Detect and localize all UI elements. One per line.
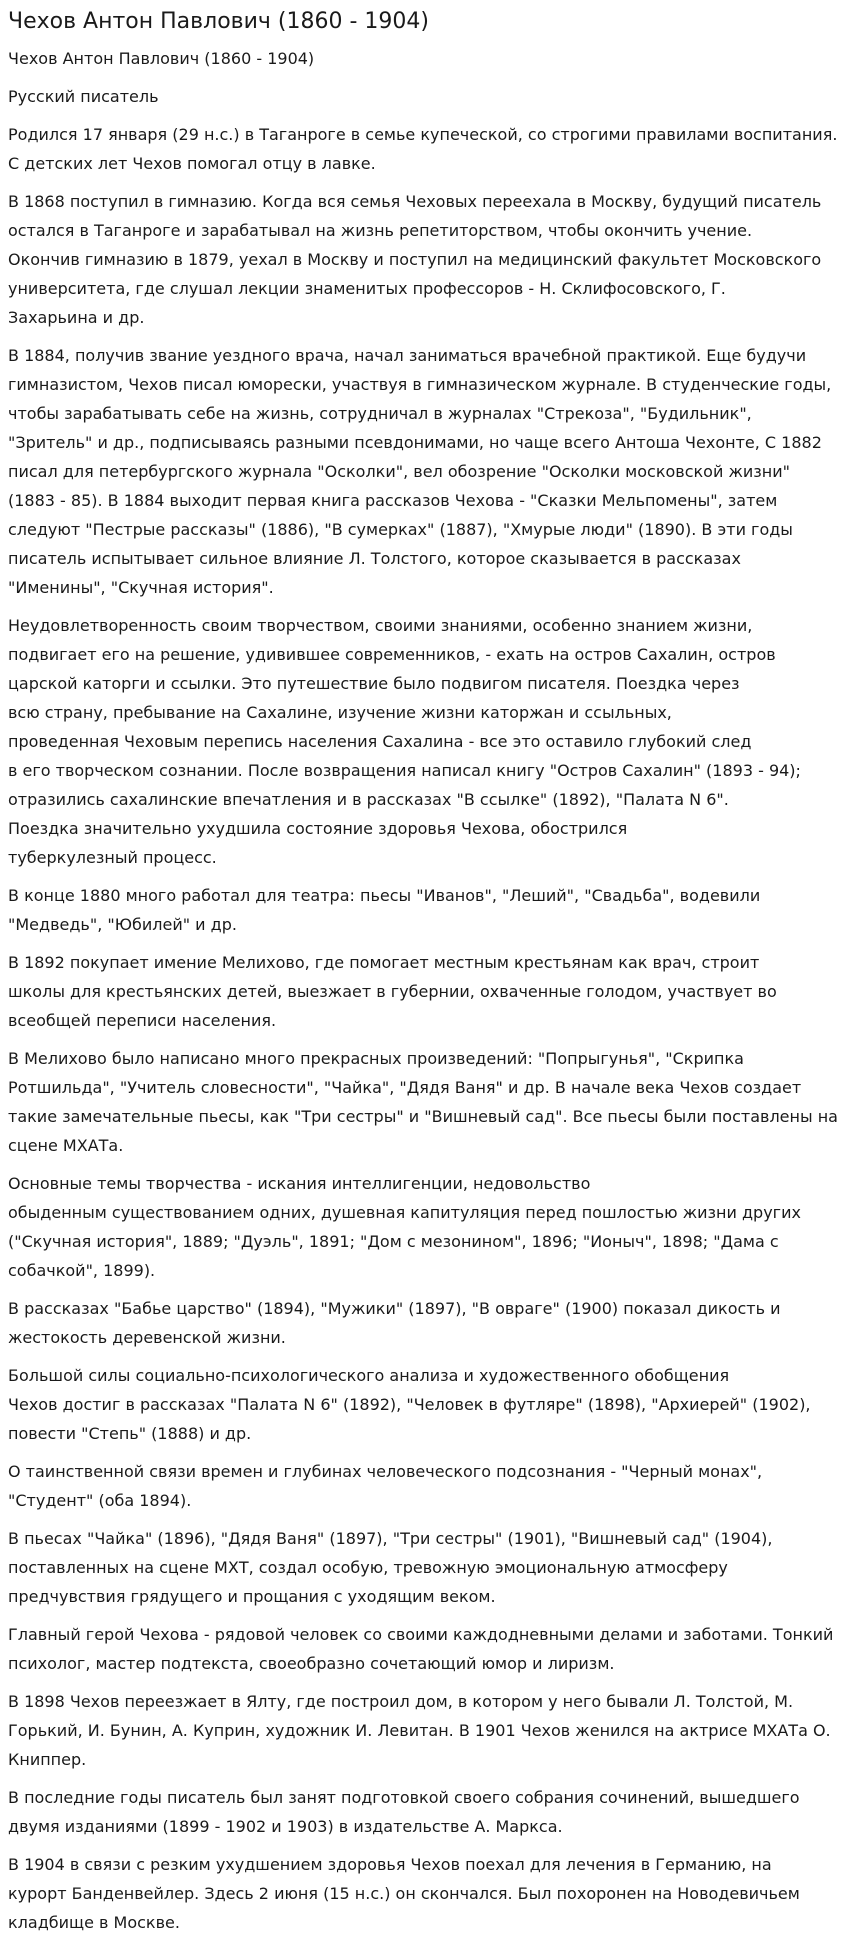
paragraph-melikhovo-works: В Мелихово было написано много прекрасных произведений: "Попрыгунья", "Скрипка Ротшильда", "Учитель словесности", "Чайка", "Дядя Ваня" и др. В начале века Чехов создает такие замечательные пьесы, как "Три сестры" и "Вишневый сад". Все пьесы были поставлены на сцене МХАТа.: [8, 1049, 838, 1155]
paragraph-theatre: В конце 1880 много работал для театра: пьесы "Иванов", "Леший", "Свадьба", водевили "Медведь", "Юбилей" и др.: [8, 886, 761, 934]
paragraph-village-life: В рассказах "Бабье царство" (1894), "Мужики" (1897), "В овраге" (1900) показал дикость и жестокость деревенской жизни.: [8, 1299, 781, 1347]
paragraph-mysterious-connection: О таинственной связи времен и глубинах человеческого подсознания - "Черный монах", "Студент" (оба 1894).: [8, 1462, 763, 1510]
paragraph-main-themes: Основные темы творчества - искания интеллигенции, недовольство обыденным существованием одних, душевная капитуляция перед пошлостью жизни других ("Скучная история", 1889; "Дуэль", 1891; "Дом с мезонином", 1896; "Ионыч", 1898; "Дама с собачкой", 1899).: [8, 1174, 801, 1280]
paragraph-intro: Русский писатель: [8, 87, 159, 106]
paragraph-plays: В пьесах "Чайка" (1896), "Дядя Ваня" (1897), "Три сестры" (1901), "Вишневый сад" (1904), поставленных на сцене МХТ, создал особую, тревожную эмоциональную атмосферу предчувствия грядущего и прощания с уходящим веком.: [8, 1529, 773, 1606]
paragraph-main-hero: Главный герой Чехова - рядовой человек со своими каждодневными делами и заботами. Тонкий психолог, мастер подтекста, своеобразно сочетающий юмор и лиризм.: [8, 1625, 834, 1673]
page-title: Чехов Антон Павлович (1860 - 1904): [8, 9, 429, 34]
paragraph-melikhovo: В 1892 покупает имение Мелихово, где помогает местным крестьянам как врач, строит школы для крестьянских детей, выезжает в губернии, охваченные голодом, участвует во всеобщей переписи населения.: [8, 953, 777, 1030]
paragraph-sakhalin: Неудовлетворенность своим творчеством, своими знаниями, особенно знанием жизни, подвигает его на решение, удивившее современников, - ехать на остров Сахалин, остров царской каторги и ссылки. Это путешествие было подвигом писателя. Поездка через всю страну, пребывание на Сахалине, изучение жизни каторжан и ссыльных, проведенная Чеховым перепись населения Сахалина - все это оставило глубокий след в его творческом сознании. После возвращения написал книгу "Остров Сахалин" (1893 - 94); отразились сахалинские впечатления и в рассказах "В ссылке" (1892), "Палата N 6". Поездка значительно ухудшила состояние здоровья Чехова, обострился туберкулезный процесс.: [8, 616, 801, 867]
article-subtitle: Чехов Антон Павлович (1860 - 1904): [8, 49, 315, 68]
paragraph-psychological-analysis: Большой силы социально-психологического анализа и художественного обобщения Чехов достиг в рассказах "Палата N 6" (1892), "Человек в футляре" (1898), "Архиерей" (1902), повести "Степь" (1888) и др.: [8, 1366, 811, 1443]
paragraph-yalta: В 1898 Чехов переезжает в Ялту, где построил дом, в котором у него бывали Л. Толстой, М. Горький, И. Бунин, А. Куприн, художник И. Левитан. В 1901 Чехов женился на актрисе МХАТа О. Книппер.: [8, 1692, 831, 1769]
paragraph-death: В 1904 в связи с резким ухудшением здоровья Чехов поехал для лечения в Германию, на курорт Банденвейлер. Здесь 2 июня (15 н.с.) он скончался. Был похоронен на Новодевичьем кладбище в Москве.: [8, 1855, 800, 1932]
paragraph-collected-works: В последние годы писатель был занят подготовкой своего собрания сочинений, вышедшего двумя изданиями (1899 - 1902 и 1903) в издательстве А. Маркса.: [8, 1788, 800, 1836]
paragraph-gymnasium: В 1868 поступил в гимназию. Когда вся семья Чеховых переехала в Москву, будущий писатель остался в Таганроге и зарабатывал на жизнь репетиторством, чтобы окончить учение. Окончив гимназию в 1879, уехал в Москву и поступил на медицинский факультет Московского университета, где слушал лекции знаменитых профессоров - Н. Склифосовского, Г. Захарьина и др.: [8, 192, 822, 327]
paragraph-early-writing: В 1884, получив звание уездного врача, начал заниматься врачебной практикой. Еще будучи гимназистом, Чехов писал юморески, участвуя в гимназическом журнале. В студенческие годы, чтобы зарабатывать себе на жизнь, сотрудничал в журналах "Стрекоза", "Будильник", "Зритель" и др., подписываясь разными псевдонимами, но чаще всего Антоша Чехонте, С 1882 писал для петербургского журнала "Осколки", вел обозрение "Осколки московской жизни" (1883 - 85). В 1884 выходит первая книга рассказов Чехова - "Сказки Мельпомены", затем следуют "Пестрые рассказы" (1886), "В сумерках" (1887), "Хмурые люди" (1890). В эти годы писатель испытывает сильное влияние Л. Толстого, которое сказывается в рассказах "Именины", "Скучная история".: [8, 346, 832, 597]
paragraph-birth: Родился 17 января (29 н.с.) в Таганроге в семье купеческой, со строгими правилами воспитания. С детских лет Чехов помогал отцу в лавке.: [8, 125, 838, 173]
